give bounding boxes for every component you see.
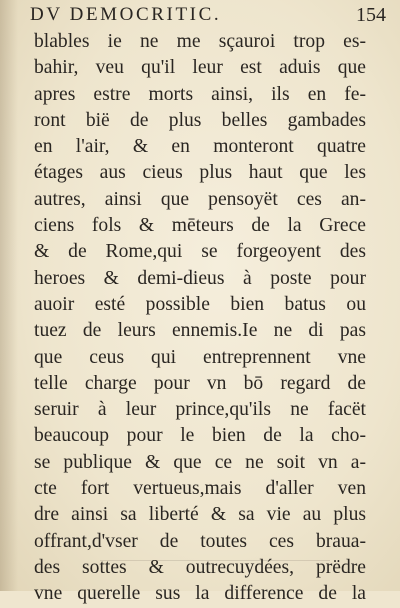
page-edge-shadow [100, 560, 330, 561]
text-line: heroes & demi-dieus à poste pour [34, 267, 366, 289]
text-line: autres, ainsi que pensoyët ces an- [34, 188, 366, 210]
text-line: tuez de leurs ennemis.Ie ne di pas [34, 320, 366, 342]
text-line: que ceus qui entreprennent vne [34, 346, 366, 368]
text-line: bahir, veu qu'il leur est aduis que [34, 57, 366, 79]
text-line: seruir à leur prince,qu'ils ne facët [34, 399, 366, 421]
text-line: vne querelle sus la difference de la [34, 583, 366, 605]
text-line: apres estre morts ainsi, ils en fe- [34, 83, 366, 105]
text-line: des sottes & outrecuydées, prëdre [34, 556, 366, 578]
running-head [30, 2, 390, 30]
text-line: telle charge pour vn bō regard de [34, 372, 366, 394]
text-line: beaucoup pour le bien de la cho- [34, 425, 366, 447]
text-line: se publique & que ce ne soit vn a- [34, 451, 366, 473]
text-line: blables ie ne me sçauroi trop es- [34, 31, 366, 52]
gutter-shadow [0, 0, 18, 591]
text-line: dre ainsi sa liberté & sa vie au plus [34, 504, 366, 526]
text-line: & de Rome,qui se forgeoyent des [34, 241, 366, 263]
page-number: 154 [356, 4, 386, 26]
text-line: auoir esté possible bien batus ou [34, 293, 366, 315]
text-line: en l'air, & en monteront quatre [34, 136, 366, 158]
text-line: étages aus cieus plus haut que les [34, 162, 366, 184]
text-line: ront bië de plus belles gambades [34, 109, 366, 131]
text-line: ciens fols & mēteurs de la Grece [34, 215, 366, 237]
running-title: DV DEMOCRITIC. [30, 4, 222, 25]
text-line: offrant,d'vser de toutes ces braua- [34, 530, 366, 552]
text-line: cte fort vertueus,mais d'aller ven [34, 478, 366, 500]
text-block [34, 29, 366, 608]
